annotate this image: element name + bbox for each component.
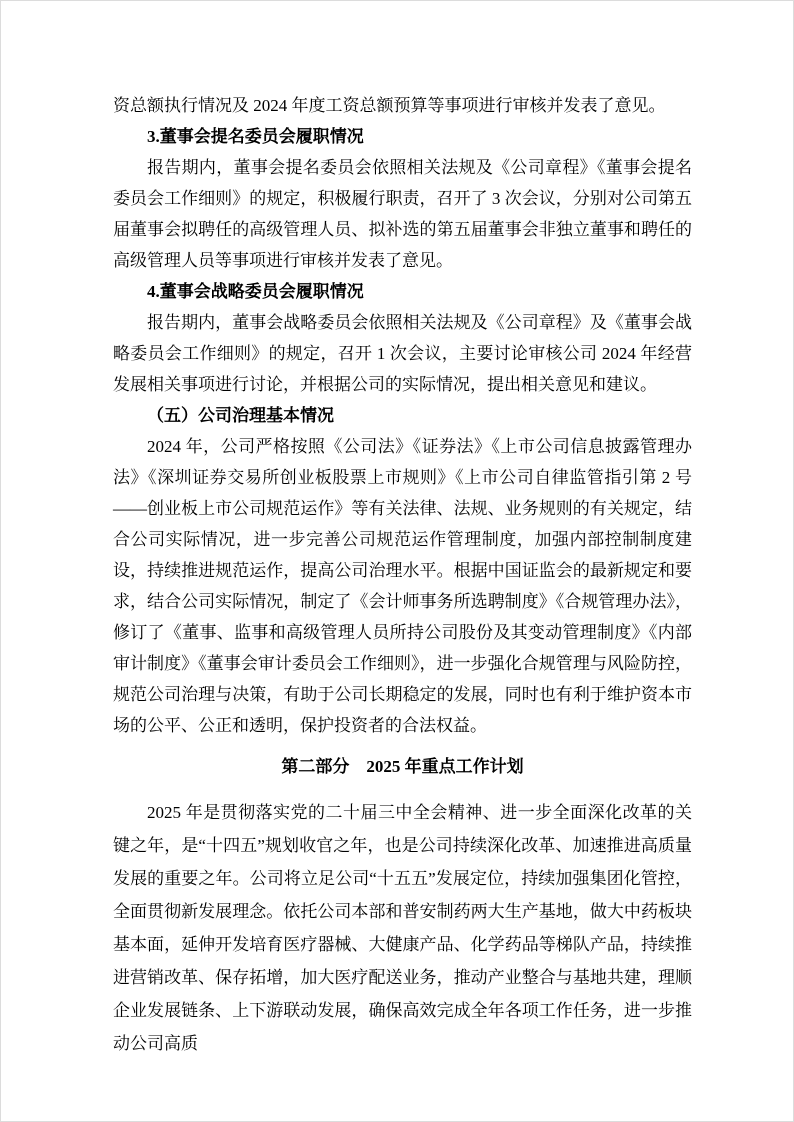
paragraph-continuation: 资总额执行情况及 2024 年度工资总额预算等事项进行审核并发表了意见。 [113, 96, 666, 115]
document-content [113, 90, 692, 1060]
heading: 4.董事会战略委员会履职情况 [147, 282, 364, 301]
paragraph: 报告期内，董事会提名委员会依照相关法规及《公司章程》《董事会提名委员会工作细则》的规定，积极履行职责，召开了 3 次会议，分别对公司第五届董事会拟聘任的高级管理人员、拟补选的第五届董事会非独立董事和聘任的高级管理人员等事项进行审核并发表了意见。 [113, 158, 692, 270]
paragraph: 2025 年是贯彻落实党的二十届三中全会精神、进一步全面深化改革的关键之年，是“十四五”规划收官之年，也是公司持续深化改革、加速推进高质量发展的重要之年。公司将立足公司“十五五”发展定位，持续加强集团化管控，全面贯彻新发展理念。依托公司本部和普安制药两大生产基地，做大中药板块基本面，延伸开发培育医疗器械、大健康产品、化学药品等梯队产品，持续推进营销改革、保存拓增，加大医疗配送业务，推动产业整合与基地共建，理顺企业发展链条、上下游联动发展，确保高效完成全年各项工作任务，进一步推动公司高质 [113, 803, 692, 1053]
heading: 3.董事会提名委员会履职情况 [147, 127, 364, 146]
paragraph: 报告期内，董事会战略委员会依照相关法规及《公司章程》及《董事会战略委员会工作细则》的规定，召开 1 次会议，主要讨论审核公司 2024 年经营发展相关事项进行讨论，并根据公司的实际情况，提出相关意见和建议。 [113, 313, 692, 394]
paragraph: 2024 年，公司严格按照《公司法》《证券法》《上市公司信息披露管理办法》《深圳证券交易所创业板股票上市规则》《上市公司自律监管指引第 2 号——创业板上市公司规范运作》等有关法律、法规、业务规则的有关规定，结合公司实际情况，进一步完善公司规范运作管理制度，加强内部控制制度建设，持续推进规范运作，提高公司治理水平。根据中国证监会的最新规定和要求，结合公司实际情况，制定了《会计师事务所选聘制度》《合规管理办法》，修订了《董事、监事和高级管理人员所持公司股份及其变动管理制度》《内部审计制度》《董事会审计委员会工作细则》，进一步强化合规管理与风险防控，规范公司治理与决策，有助于公司长期稳定的发展，同时也有利于维护资本市场的公平、公正和透明，保护投资者的合法权益。 [113, 437, 692, 735]
section-title: 第二部分 2025 年重点工作计划 [281, 757, 524, 776]
heading: （五）公司治理基本情况 [147, 406, 334, 425]
